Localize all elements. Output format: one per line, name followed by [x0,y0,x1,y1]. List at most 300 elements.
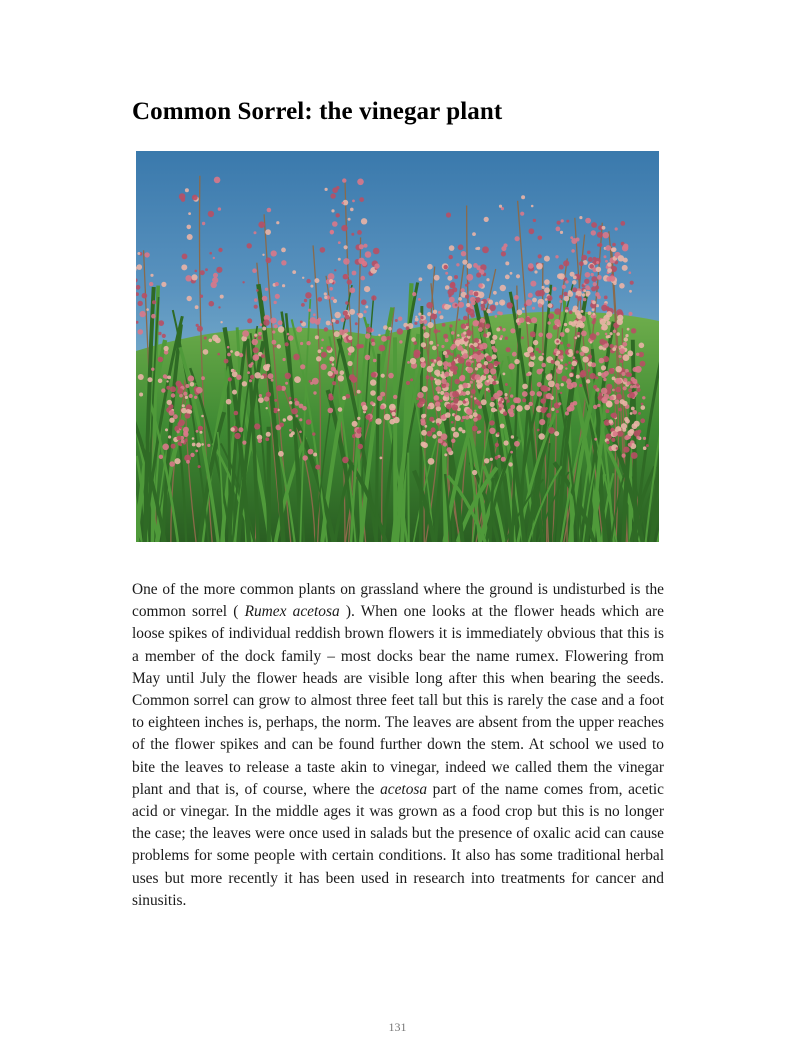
flower-dot [301,303,305,307]
flower-dot [525,352,530,357]
flower-dot [192,195,198,201]
flower-dot [344,245,348,249]
flower-dot [306,419,312,425]
flower-dot [348,218,351,221]
flower-dot [200,270,205,275]
flower-dot [556,227,561,232]
flower-dot [500,335,503,338]
flower-dot [326,346,331,351]
flower-dot [561,376,567,382]
flower-dot [203,349,209,355]
flower-dot [628,389,632,393]
flower-dot [158,379,163,384]
flower-dot [556,410,559,413]
flower-dot [490,402,495,407]
flower-dot [552,287,556,291]
flower-dot [627,350,633,356]
flower-dot [617,315,623,321]
flower-dot [294,376,301,383]
flower-dot [421,342,426,347]
flower-dot [533,219,536,222]
flower-dot [492,335,497,340]
flower-dot [548,380,555,387]
flower-dot [450,398,453,401]
flower-dot [161,388,165,392]
flower-dot [556,340,559,343]
flower-dot [614,399,619,404]
flower-dot [321,347,323,349]
flower-dot [568,291,574,297]
flower-dot [230,427,234,431]
flower-dot [151,314,156,319]
flower-dot [310,317,317,324]
flower-dot [618,346,621,349]
flower-dot [588,311,592,315]
flower-dot [365,305,368,308]
flower-dot [442,383,447,388]
flower-dot [262,254,264,256]
flower-dot [166,380,168,382]
flower-dot [334,269,336,271]
flower-dot [582,356,588,362]
flower-dot [399,340,402,343]
flower-dot [427,264,433,270]
flower-dot [528,263,534,269]
flower-dot [557,221,561,225]
latin-name: Rumex acetosa [244,603,340,621]
flower-dot [510,394,513,397]
flower-dot [292,408,298,414]
flower-dot [619,283,625,289]
flower-dot [168,435,171,438]
flower-dot [484,361,488,365]
flower-dot [196,430,199,433]
flower-dot [151,368,154,371]
flower-dot [279,423,284,428]
flower-dot [579,372,585,378]
flower-dot [216,267,222,273]
flower-dot [622,342,627,347]
flower-dot [465,415,469,419]
flower-dot [423,326,427,330]
flower-dot [606,384,612,390]
flower-dot [533,340,538,345]
flower-dot [165,428,168,431]
flower-dot [335,320,339,324]
flower-dot [260,375,264,379]
flower-dot [391,412,395,416]
flower-dot [426,375,430,379]
flower-dot [502,328,505,331]
flower-dot [505,337,508,340]
flower-dot [564,323,567,326]
flower-dot [187,225,192,230]
flower-dot [591,362,596,367]
flower-dot [192,437,195,440]
flower-dot [470,381,473,384]
flower-dot [277,344,281,348]
flower-dot [330,230,334,234]
flower-dot [599,346,603,350]
flower-dot [632,423,638,429]
flower-dot [536,348,539,351]
flower-dot [209,252,212,255]
flower-dot [466,391,471,396]
flower-dot [572,361,578,367]
flower-dot [526,299,533,306]
flower-dot [345,301,348,304]
flower-dot [486,278,489,281]
flower-dot [278,326,285,333]
flower-dot [476,272,481,277]
flower-dot [265,437,269,441]
flower-dot [158,357,164,363]
flower-dot [618,408,622,412]
flower-dot [472,347,475,350]
flower-dot [544,279,550,285]
flower-dot [435,381,438,384]
flower-dot [639,343,645,349]
flower-dot [469,356,472,359]
flower-dot [445,339,449,343]
flower-dot [212,277,218,283]
flower-dot [173,414,178,419]
flower-dot [593,318,597,322]
flower-dot [332,363,335,366]
flower-dot [500,285,506,291]
flower-dot [629,290,632,293]
flower-dot [568,349,573,354]
flower-dot [590,341,592,343]
flower-dot [423,332,429,338]
flower-dot [331,209,334,212]
flower-dot [444,372,449,377]
flower-dot [438,330,440,332]
flower-dot [365,355,371,361]
flower-dot [501,457,506,462]
flower-dot [167,400,172,405]
flower-dot [177,430,180,433]
flower-dot [266,257,272,263]
flower-dot [515,236,520,241]
flower-dot [603,378,606,381]
flower-dot [636,436,640,440]
flower-dot [377,396,383,402]
flower-dot [508,462,512,466]
flower-dot [551,360,555,364]
flower-dot [576,325,579,328]
flower-dot [591,230,596,235]
flower-dot [478,283,483,288]
flower-dot [330,323,332,325]
flower-dot [190,453,194,457]
flower-dot [591,273,594,276]
flower-dot [551,408,555,412]
flower-dot [466,330,472,336]
flower-dot [640,418,645,423]
flower-dot [472,426,478,432]
flower-dot [558,364,564,370]
flower-dot [612,243,616,247]
flower-dot [262,327,266,331]
flower-dot [393,395,397,399]
flower-dot [328,371,333,376]
flower-dot [200,431,203,434]
flower-dot [621,423,627,429]
flower-dot [615,387,621,393]
flower-dot [577,335,580,338]
flower-dot [247,371,250,374]
flower-dot [449,373,453,377]
flower-dot [440,374,443,377]
flower-dot [443,334,448,339]
flower-dot [450,282,455,287]
flower-dot [498,407,501,410]
flower-dot [179,394,183,398]
flower-dot [254,334,257,337]
flower-dot [530,281,536,287]
flower-dot [283,358,286,361]
flower-dot [615,378,622,385]
flower-dot [613,330,616,333]
flower-dot [254,298,258,302]
flower-dot [196,387,203,394]
flower-dot [365,415,370,420]
flower-dot [442,323,446,327]
flower-dot [196,324,199,327]
flower-dot [631,328,636,333]
flower-dot [358,444,363,449]
flower-dot [444,265,448,269]
flower-dot [624,337,628,341]
flower-dot [506,347,511,352]
flower-dot [561,219,564,222]
flower-dot [597,232,603,238]
flower-dot [489,420,494,425]
flower-dot [449,297,455,303]
flower-dot [321,364,327,370]
flower-dot [596,261,599,264]
flower-dot [586,379,590,383]
flower-dot [300,364,305,369]
flower-dot [583,289,586,292]
flower-dot [451,361,456,366]
flower-dot [349,287,355,293]
flower-dot [542,353,544,355]
flower-dot [529,228,535,234]
flower-dot [505,275,510,280]
flower-dot [421,442,426,447]
flower-dot [371,342,375,346]
flower-dot [557,273,563,279]
flower-dot [601,372,607,378]
flower-dot [478,327,483,332]
flower-dot [474,374,480,380]
flower-dot [250,375,254,379]
flower-dot [179,193,186,200]
flower-dot [528,361,534,367]
flower-dot [262,296,268,302]
flower-dot [466,362,471,367]
flower-dot [359,427,362,430]
flower-dot [458,297,462,301]
flower-dot [605,333,608,336]
flower-dot [467,282,469,284]
flower-dot [274,399,277,402]
flower-dot [466,409,472,415]
flower-dot [635,366,642,373]
flower-dot [209,301,215,307]
flower-dot [495,315,498,318]
flower-dot [467,263,472,268]
flower-dot [183,392,187,396]
flower-dot [348,346,355,353]
flower-dot [447,447,452,452]
flower-dot [559,295,563,299]
flower-dot [532,298,537,303]
flower-dot [455,304,458,307]
flower-dot [585,272,591,278]
flower-dot [296,415,299,418]
flower-dot [248,364,252,368]
flower-dot [441,371,444,374]
flower-dot [493,291,497,295]
flower-dot [573,276,577,280]
flower-dot [631,452,638,459]
flower-dot [138,374,144,380]
flower-dot [619,348,625,354]
flower-dot [630,412,633,415]
flower-dot [276,385,282,391]
flower-dot [515,397,521,403]
flower-dot [473,320,479,326]
flower-dot [560,392,562,394]
flower-dot [534,270,537,273]
flower-dot [624,435,629,440]
flower-dot [611,413,617,419]
flower-dot [360,344,364,348]
flower-dot [461,324,466,329]
flower-dot [306,341,310,345]
flower-dot [152,300,156,304]
flower-dot [255,372,261,378]
flower-dot [442,415,445,418]
flower-dot [628,443,632,447]
flower-dot [616,447,619,450]
species-word: acetosa [380,780,428,798]
flower-dot [562,285,566,289]
flower-dot [186,460,190,464]
flower-dot [158,332,161,335]
flower-dot [505,261,509,265]
flower-dot [563,260,569,266]
flower-dot [554,319,560,325]
flower-dot [465,295,469,299]
sorrel-photo [136,151,659,542]
flower-dot [266,392,271,397]
flower-dot [601,324,608,331]
flower-dot [596,267,601,272]
flower-dot [217,353,220,356]
flower-dot [473,412,478,417]
flower-dot [398,317,402,321]
flower-dot [198,465,201,468]
flower-dot [474,338,479,343]
flower-dot [500,398,503,401]
flower-dot [433,310,437,314]
flower-dot [569,321,573,325]
flower-dot [579,216,582,219]
flower-dot [629,392,635,398]
flower-dot [414,322,417,325]
flower-dot [507,400,510,403]
flower-dot [627,328,630,331]
flower-dot [472,375,475,378]
flower-dot [177,422,182,427]
flower-dot [636,383,639,386]
flower-dot [450,353,453,356]
flower-dot [633,385,637,389]
flower-dot [274,301,277,304]
flower-dot [371,372,377,378]
flower-dot [346,394,351,399]
flower-dot [326,321,331,326]
flower-dot [278,320,283,325]
flower-dot [605,260,608,263]
flower-dot [481,301,484,304]
paragraph-part-2: ). When one looks at the flower heads which are loose spikes of individual reddish brown flowers it is immediately obvious that this is a member of the dock family – most docks bear the name rumex. Flowering from May until July the flower heads are visible long after this when bearing the seeds. Common sorrel can grow to almost three feet tall but this is rarely the case and a foot to eighteen inches is, perhaps, the norm. The leaves are absent from the upper reaches of the flower spikes and can be found further down the stem. At school we used to bite the leaves to release a taste akin to vinegar, indeed we called them the vinegar plant and that is, of course, where the [132,603,664,798]
flower-dot [616,332,620,336]
flower-dot [259,394,262,397]
flower-dot [432,434,436,438]
flower-dot [361,299,367,305]
flower-dot [352,200,355,203]
flower-dot [476,300,479,303]
flower-dot [149,282,153,286]
flower-dot [361,276,366,281]
flower-dot [546,333,552,339]
flower-dot [438,311,441,314]
flower-dot [626,372,631,377]
flower-dot [181,440,185,444]
flower-dot [453,366,458,371]
flower-dot [180,426,183,429]
flower-dot [234,433,240,439]
flower-dot [340,370,345,375]
flower-dot [522,398,526,402]
flower-dot [285,373,291,379]
flower-dot [495,456,499,460]
flower-dot [332,221,338,227]
flower-dot [446,212,451,217]
flower-dot [504,396,507,399]
flower-dot [609,396,614,401]
flower-dot [424,347,426,349]
flower-dot [595,292,600,297]
flower-dot [434,378,437,381]
flower-dot [252,339,258,345]
flower-dot [464,337,468,341]
flower-dot [437,431,443,437]
flower-dot [228,377,232,381]
flower-dot [194,396,197,399]
flower-dot [597,404,600,407]
flower-dot [618,355,621,358]
flower-dot [605,245,611,251]
flower-dot [641,403,644,406]
flower-dot [324,292,327,295]
flower-dot [186,384,190,388]
